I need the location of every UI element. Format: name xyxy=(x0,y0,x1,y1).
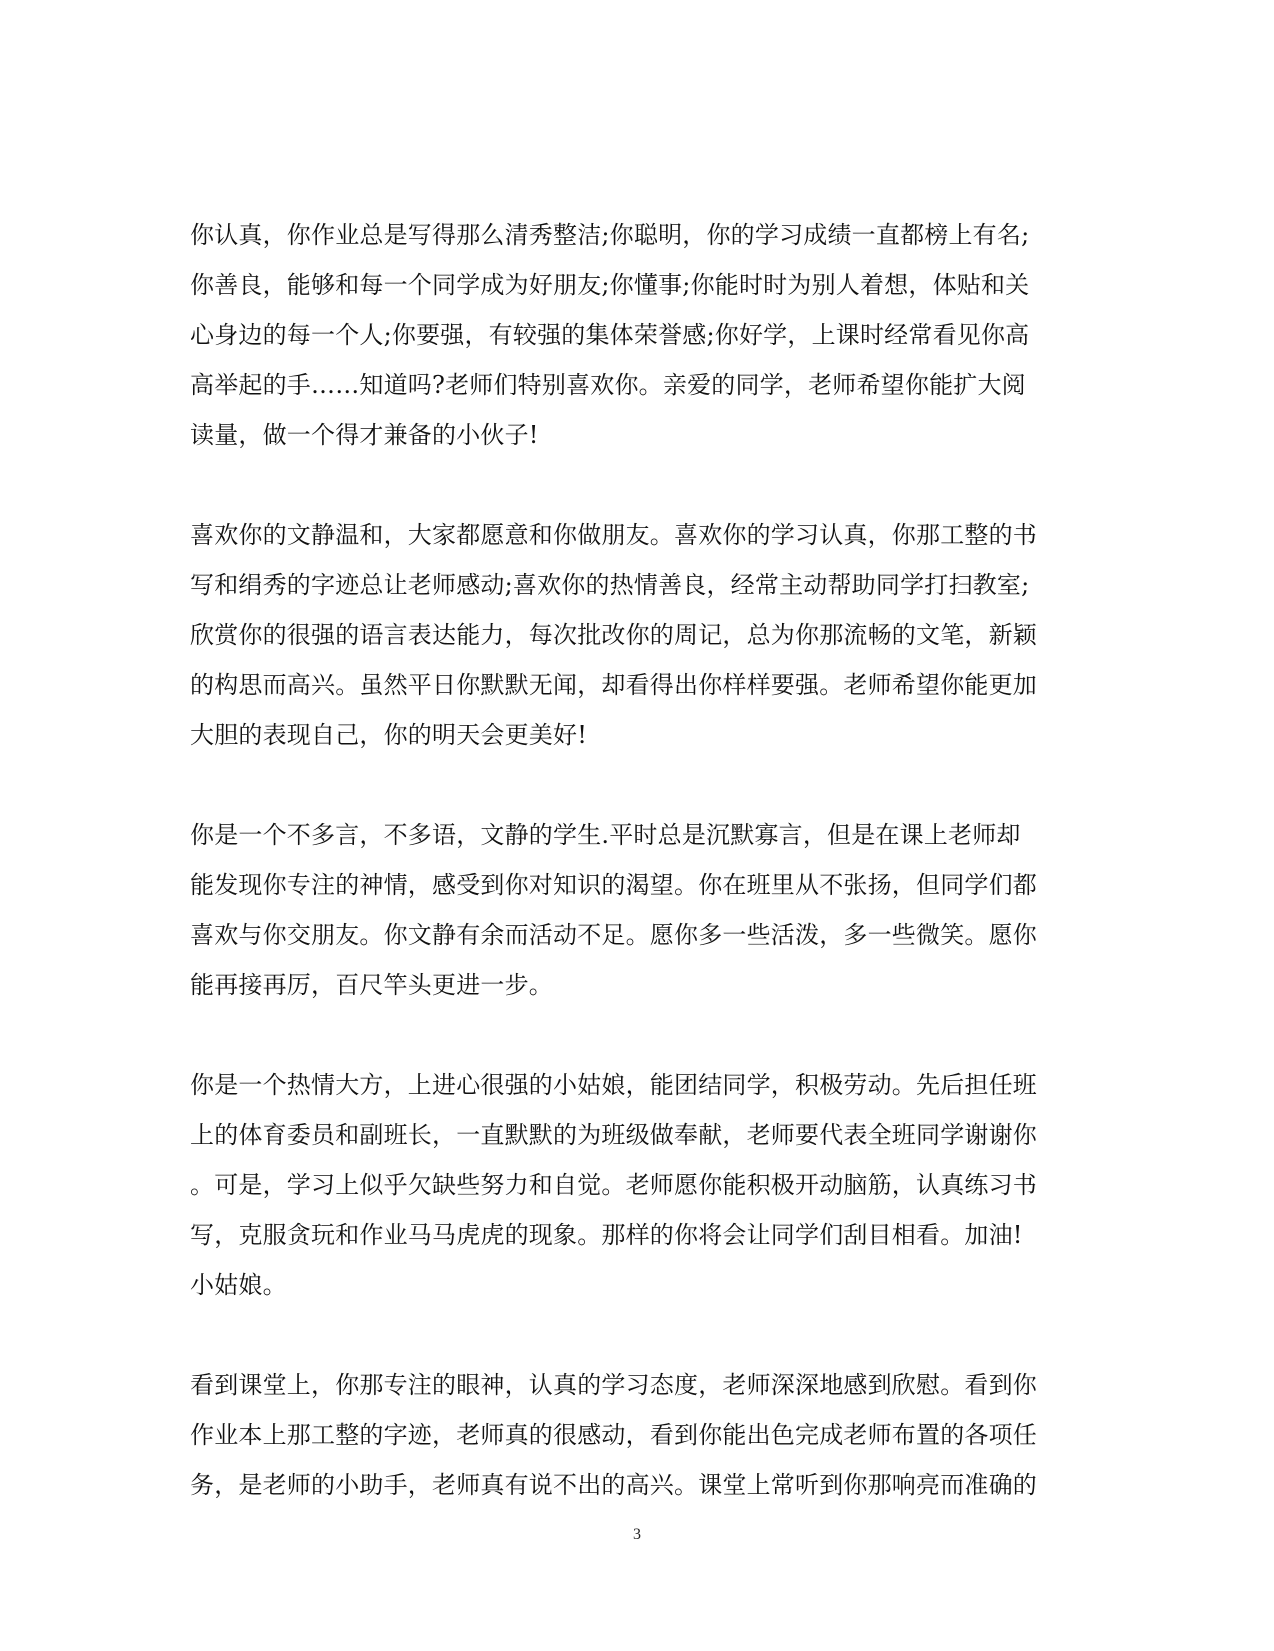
text-line: 。可是，学习上似乎欠缺些努力和自觉。老师愿你能积极开动脑筋，认真练习书 xyxy=(190,1171,1037,1199)
text-line: 你善良，能够和每一个同学成为好朋友;你懂事;你能时时为别人着想，体贴和关 xyxy=(190,271,1030,299)
text-line: 读量，做一个得才兼备的小伙子! xyxy=(190,421,539,449)
paragraph-5 xyxy=(190,1360,1090,1510)
text-line: 务，是老师的小助手，老师真有说不出的高兴。课堂上常听到你那响亮而准确的 xyxy=(190,1471,1037,1499)
document-body xyxy=(190,210,1090,1560)
text-line: 的构思而高兴。虽然平日你默默无闻，却看得出你样样要强。老师希望你能更加 xyxy=(190,671,1037,699)
text-line: 写，克服贪玩和作业马马虎虎的现象。那样的你将会让同学们刮目相看。加油! xyxy=(190,1221,1023,1249)
text-line: 大胆的表现自己，你的明天会更美好! xyxy=(190,721,588,749)
text-line: 上的体育委员和副班长，一直默默的为班级做奉献，老师要代表全班同学谢谢你 xyxy=(190,1121,1037,1149)
text-line: 能发现你专注的神情，感受到你对知识的渴望。你在班里从不张扬，但同学们都 xyxy=(190,871,1037,899)
text-line: 作业本上那工整的字迹，老师真的很感动，看到你能出色完成老师布置的各项任 xyxy=(190,1421,1037,1449)
paragraph-2 xyxy=(190,510,1090,760)
text-line: 你是一个热情大方，上进心很强的小姑娘，能团结同学，积极劳动。先后担任班 xyxy=(190,1071,1037,1099)
text-line: 小姑娘。 xyxy=(190,1271,287,1299)
text-line: 欣赏你的很强的语言表达能力，每次批改你的周记，总为你那流畅的文笔，新颖 xyxy=(190,621,1037,649)
text-line: 你是一个不多言，不多语，文静的学生.平时总是沉默寡言，但是在课上老师却 xyxy=(190,821,1021,849)
text-line: 心身边的每一个人;你要强，有较强的集体荣誉感;你好学，上课时经常看见你高 xyxy=(190,321,1030,349)
paragraph-4 xyxy=(190,1060,1090,1310)
text-line: 你认真，你作业总是写得那么清秀整洁;你聪明，你的学习成绩一直都榜上有名; xyxy=(190,221,1030,249)
paragraph-3 xyxy=(190,810,1090,1010)
text-line: 能再接再厉，百尺竿头更进一步。 xyxy=(190,971,553,999)
text-line: 喜欢与你交朋友。你文静有余而活动不足。愿你多一些活泼，多一些微笑。愿你 xyxy=(190,921,1037,949)
paragraph-1 xyxy=(190,210,1090,460)
page-number: 3 xyxy=(633,1526,641,1543)
text-line: 写和绢秀的字迹总让老师感动;喜欢你的热情善良，经常主动帮助同学打扫教室; xyxy=(190,571,1030,599)
text-line: 喜欢你的文静温和，大家都愿意和你做朋友。喜欢你的学习认真，你那工整的书 xyxy=(190,521,1037,549)
text-line: 高举起的手……知道吗?老师们特别喜欢你。亲爱的同学，老师希望你能扩大阅 xyxy=(190,371,1026,399)
text-line: 看到课堂上，你那专注的眼神，认真的学习态度，老师深深地感到欣慰。看到你 xyxy=(190,1371,1037,1399)
